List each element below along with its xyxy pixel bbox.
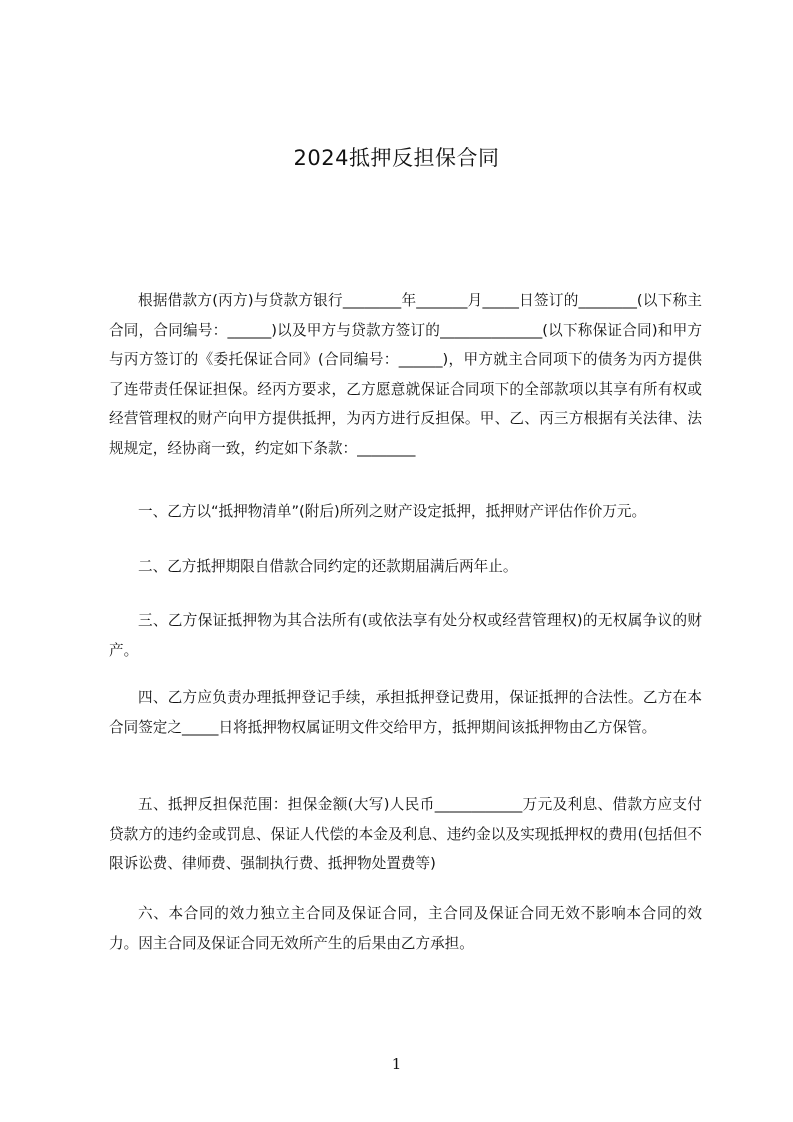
clause-1-paragraph: 一、乙方以“抵押物清单”(附后)所列之财产设定抵押，抵押财产评估作价万元。 [138,503,647,520]
clause-6-paragraph: 六、本合同的效力独立主合同及保证合同，主合同及保证合同无效不影响本合同的效力。因主合同及保证合同无效所产生的后果由乙方承担。 [109,905,702,952]
page-number: 1 [391,1055,402,1073]
clause-3-paragraph: 三、乙方保证抵押物为其合法所有(或依法享有处分权或经营管理权)的无权属争议的财产。 [109,612,702,659]
clause-5-paragraph: 五、抵押反担保范围：担保金额(大写)人民币____________万元及利息、借款方应支付贷款方的违约金或罚息、保证人代偿的本金及利息、违约金以及实现抵押权的费用(包括但不限诉讼费、律师费、强制执行费、抵押物处置费等) [109,796,702,872]
document-title: 2024抵押反担保合同 [293,146,500,170]
clause-4-paragraph: 四、乙方应负责办理抵押登记手续，承担抵押登记费用，保证抵押的合法性。乙方在本合同签定之_____日将抵押物权属证明文件交给甲方，抵押期间该抵押物由乙方保管。 [109,689,702,736]
preamble-paragraph: 根据借款方(丙方)与贷款方银行________年_______月_____日签订的________(以下称主合同，合同编号：______)以及甲方与贷款方签订的______________(以下称保证合同)和甲方与丙方签订的《委托保证合同》(合同编号：______)，甲方就主合同项下的债务为丙方提供了连带责任保证担保。经丙方要求，乙方愿意就保证合同项下的全部款项以其享有所有权或经营管理权的财产向甲方提供抵押，为丙方进行反担保。甲、乙、丙三方根据有关法律、法规规定，经协商一致，约定如下条款：________ [109,292,702,457]
clause-2-paragraph: 二、乙方抵押期限自借款合同约定的还款期届满后两年止。 [138,558,518,575]
